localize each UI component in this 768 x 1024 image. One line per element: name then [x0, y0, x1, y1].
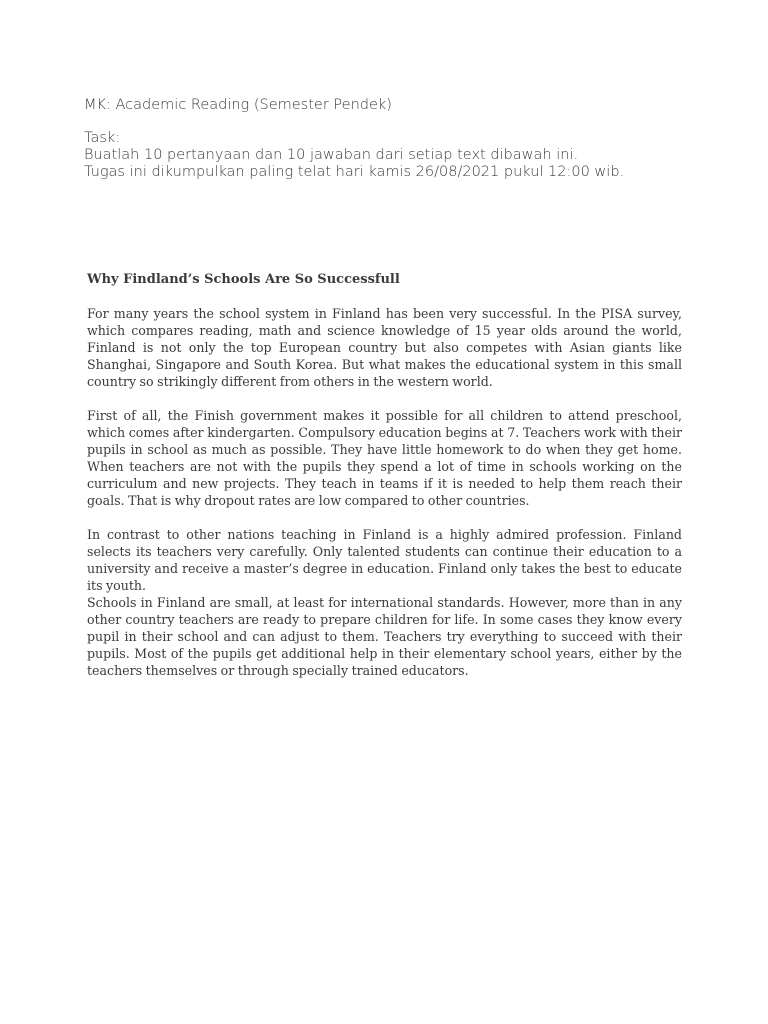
article-paragraph-3: In contrast to other nations teaching in Finland is a highly admired profession. Finland selects its teachers very carefully. Only talented students can continue their education to a university and receive a master’s degree in education. Finland only takes the best to educate its youth.: [87, 527, 682, 593]
task-instruction-1: Buatlah 10 pertanyaan dan 10 jawaban dari setiap text dibawah ini.: [84, 147, 579, 163]
course-title: MK: Academic Reading (Semester Pendek): [84, 97, 392, 113]
article-paragraph-1: For many years the school system in Finland has been very successful. In the PISA survey, which compares reading, math and science knowledge of 15 year olds around the world, Finland is not only the top European country but also competes with Asian giants like Shanghai, Singapore and South Korea. But what makes the educational system in this small country so strikingly different from others in the western world.: [87, 306, 682, 389]
article-paragraph-4: Schools in Finland are small, at least for international standards. However, more than in any other country teachers are ready to prepare children for life. In some cases they know every pupil in their school and can adjust to them. Teachers try everything to succeed with their pupils. Most of the pupils get additional help in their elementary school years, either by the teachers themselves or through specially trained educators.: [87, 595, 682, 678]
task-instruction-2: Tugas ini dikumpulkan paling telat hari kamis 26/08/2021 pukul 12:00 wib.: [84, 164, 625, 180]
article: [87, 271, 682, 679]
assignment-header: [84, 97, 724, 181]
task-label: Task:: [84, 130, 121, 146]
article-title: Why Findland’s Schools Are So Successfull: [87, 272, 400, 287]
article-paragraph-2: First of all, the Finish government makes it possible for all children to attend preschool, which comes after kindergarten. Compulsory education begins at 7. Teachers work with their pupils in school as much as possible. They have little homework to do when they get home. When teachers are not with the pupils they spend a lot of time in schools working on the curriculum and new projects. They teach in teams if it is needed to help them reach their goals. That is why dropout rates are low compared to other countries.: [87, 408, 682, 508]
